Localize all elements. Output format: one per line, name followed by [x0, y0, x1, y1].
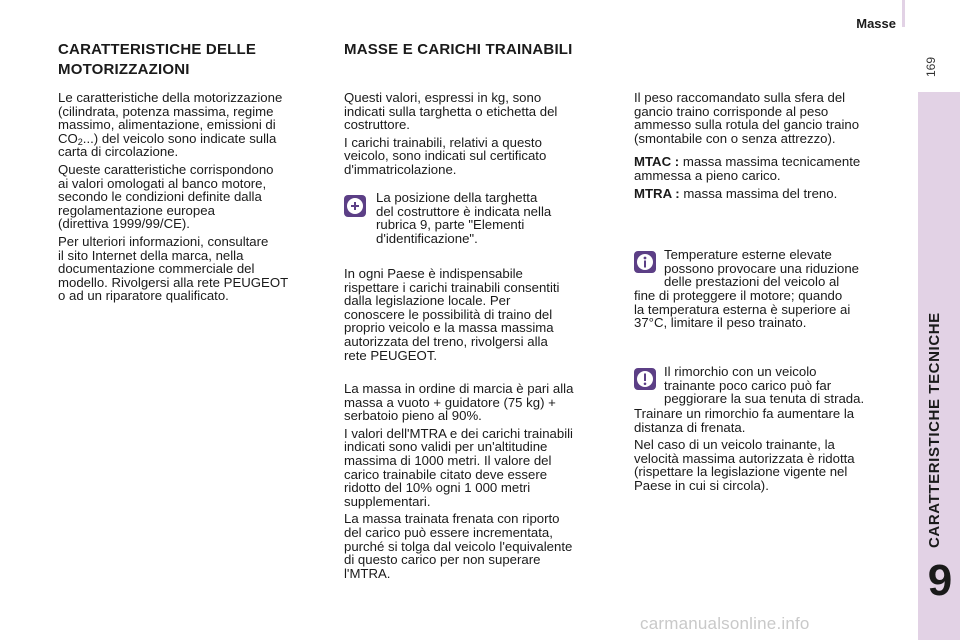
speed-paragraph: Nel caso di un veicolo trainante, la velocità massima autorizzata è ridotta (rispettare la legislazione vigente nel Paese in cui si circola). — [634, 437, 855, 493]
masses-text-mid — [344, 267, 624, 362]
engine-paragraph-1: Le caratteristiche della motorizzazione (cilindrata, potenza massima, regime massimo, alimentazione, emissioni di $CO_2$...) del veicolo sono indicate sulla carta di circolazione. — [58, 90, 283, 160]
trailer-warning-note: Il rimorchio con un veicolo trainante poco carico può far peggiorare la sua tenuta di strada. — [664, 364, 865, 407]
chapter-label: CARATTERISTICHE TECNICHE — [926, 312, 943, 548]
engine-paragraph-2: Queste caratteristiche corrispondono ai valori omologati al banco motore, secondo le condizioni definite dalla regolamentazione europea (direttiva 1999/99/CE). — [58, 161, 274, 232]
warning-icon — [634, 368, 656, 390]
header-divider — [902, 0, 905, 27]
chapter-number: 9 — [927, 556, 953, 605]
engine-paragraph-3: Per ulteriori informazioni, consultare il sito Internet della marca, nella documentazione commerciale del modello. Rivolgersi alla rete PEUGEOT o ad un riparatore qualificato. — [58, 233, 289, 304]
right-text-top — [634, 91, 904, 200]
right-text-bottom — [634, 407, 904, 493]
masses-text-bottom — [344, 382, 624, 580]
info-icon — [634, 251, 656, 273]
engine-text — [58, 91, 328, 303]
temperature-note-body: fine di proteggere il motore; quando la temperatura esterna è superiore ai 37°C, limitare il peso trainato. — [634, 288, 851, 331]
braking-paragraph: Trainare un rimorchio fa aumentare la distanza di frenata. — [634, 406, 855, 435]
masses-paragraph-3: In ogni Paese è indispensabile rispettare i carichi trainabili consentiti dalla legislazione locale. Per conoscere le possibilità di traino del proprio veicolo e la massa massima autorizzata del treno, rivolgersi alla rete PEUGEOT. — [344, 266, 560, 363]
page-number: 169 — [924, 56, 938, 77]
masses-text-top — [344, 91, 624, 177]
mtac-definition: MTAC : massa massima tecnicamente ammessa a pieno carico. — [634, 154, 861, 183]
plus-icon — [344, 195, 366, 217]
masses-paragraph-1: Questi valori, espressi in kg, sono indicati sulla targhetta o etichetta del costruttore. — [344, 90, 558, 133]
masses-paragraph-2: I carichi trainabili, relativi a questo veicolo, sono indicati sul certificato d'immatricolazione. — [344, 134, 547, 177]
engine-heading: CARATTERISTICHE DELLE MOTORIZZAZIONI — [58, 41, 257, 78]
section-title: Masse — [856, 16, 896, 31]
watermark: carmanualsonline.info — [640, 614, 810, 633]
masses-heading: MASSE E CARICHI TRAINABILI — [344, 41, 573, 58]
temperature-note-head: Temperature esterne elevate possono provocare una riduzione delle prestazioni del veicolo al — [664, 247, 860, 290]
masses-paragraph-6: La massa trainata frenata con riporto del carico può essere incrementata, purché si tolga dal veicolo l'equivalente di questo carico per non superare l'MTRA. — [344, 511, 573, 581]
masses-paragraph-4: La massa in ordine di marcia è pari alla massa a vuoto + guidatore (75 kg) + serbatoio pieno al 90%. — [344, 381, 574, 424]
hitch-paragraph: Il peso raccomandato sulla sfera del gancio traino corrisponde al peso ammesso sulla rotula del gancio traino (smontabile con o senza attrezzo). — [634, 90, 860, 146]
mtra-definition: MTRA : massa massima del treno. — [634, 185, 838, 201]
plate-location-note: La posizione della targhetta del costruttore è indicata nella rubrica 9, parte "Elementi d'identificazione". — [376, 190, 552, 246]
masses-paragraph-5: I valori dell'MTRA e dei carichi trainabili indicati sono validi per un'altitudine massima di 1000 metri. Il valore del carico trainabile citato deve essere ridotto del 10% ogni 1 000 metri supplementari. — [344, 425, 573, 509]
